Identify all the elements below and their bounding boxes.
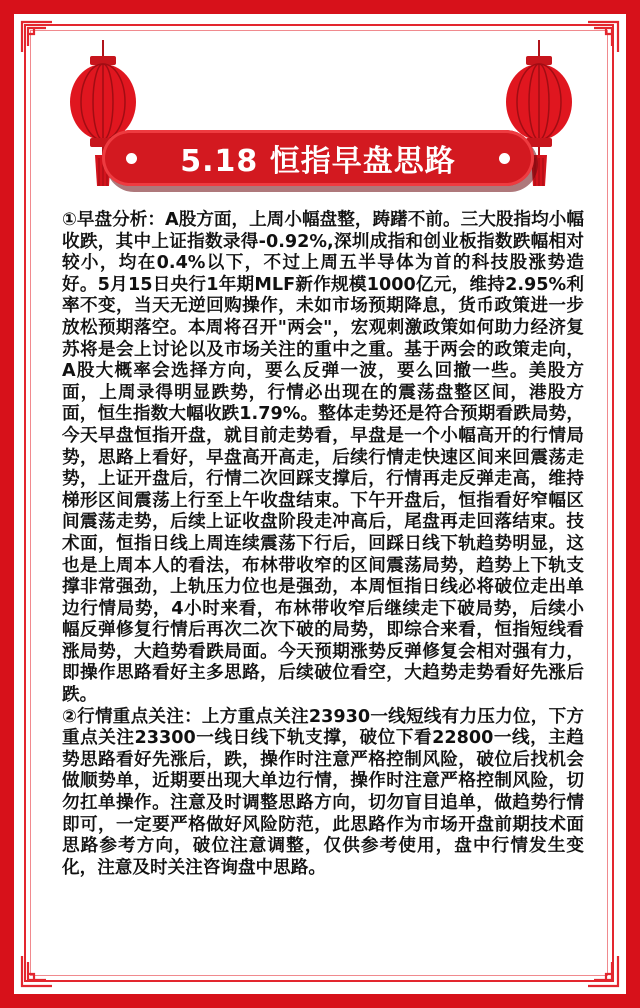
- page-title: 5.18 恒指早盘思路: [180, 144, 456, 179]
- paragraph-key-levels: ②行情重点关注：上方重点关注23930一线短线有力压力位，下方重点关注23300一线日线下轨支撑，破位下看22800一线，主趋势思路看好先涨后，跌，操作时注意严格控制风险，破位后找机会做顺势单，近期要出现大单边行情，操作时注意严格控制风险，切勿扛单操作。注意及时调整思路方向，切勿盲目追单，做趋势行情即可，一定要严格做好风险防范，此思路作为市场开盘前期技术面思路参考方向，破位注意调整，仅供参考使用，盘中行情发生变化，注意及时关注咨询盘中思路。: [62, 706, 584, 878]
- corner-ornament-icon: [586, 954, 620, 988]
- dot-icon: [499, 153, 510, 164]
- article-body: [62, 210, 584, 879]
- dot-icon: [126, 153, 137, 164]
- corner-ornament-icon: [20, 954, 54, 988]
- paragraph-morning-analysis: ①早盘分析：A股方面，上周小幅盘整，踌躇不前。三大股指均小幅收跌，其中上证指数录得-0.92%,深圳成指和创业板指数跌幅相对较小，均在0.4%以下，不过上周五半导体为首的科技股涨势造好。5月15日央行1年期MLF新作规模1000亿元，维持2.95%利率不变，当天无逆回购操作，未如市场预期降息，货币政策进一步放松预期落空。本周将召开"两会"，宏观刺激政策如何助力经济复苏将是会上讨论以及市场关注的重中之重。基于两会的政策走向，A股大概率会选择方向，要么反弹一波，要么回撤一些。美股方面，上周录得明显跌势，行情必出现在的震荡盘整区间，港股方面，恒生指数大幅收跌1.79%。整体走势还是符合预期看跌局势，今天早盘恒指开盘，就目前走势看，早盘是一个小幅高开的行情局势，思路上看好，早盘高开高走，后续行情走快速区间来回震荡走势，上证开盘后，行情二次回踩支撑后，行情再走反弹走高，维持梯形区间震荡上行至上午收盘结束。下午开盘后，恒指看好窄幅区间震荡走势，后续上证收盘阶段走冲高后，尾盘再走回落结束。技术面，恒指日线上周连续震荡下行后，回踩日线下轨趋势明显，这也是上周本人的看法，布林带收窄的区间震荡局势，趋势上下轨支撑非常强劲，上轨压力位也是强劲，本周恒指日线必将破位走出单边行情局势，4小时来看，布林带收窄后继续走下破局势，后续小幅反弹修复行情后再次二次下破的局势，即综合来看，恒指短线看涨局势，大趋势看跌局面。今天预期涨势反弹修复会相对强有力，即操作思路看好主多思路，后续破位看空，大趋势走势看好先涨后跌。: [62, 210, 584, 706]
- corner-ornament-icon: [20, 20, 54, 54]
- corner-ornament-icon: [586, 20, 620, 54]
- title-banner: [102, 130, 534, 186]
